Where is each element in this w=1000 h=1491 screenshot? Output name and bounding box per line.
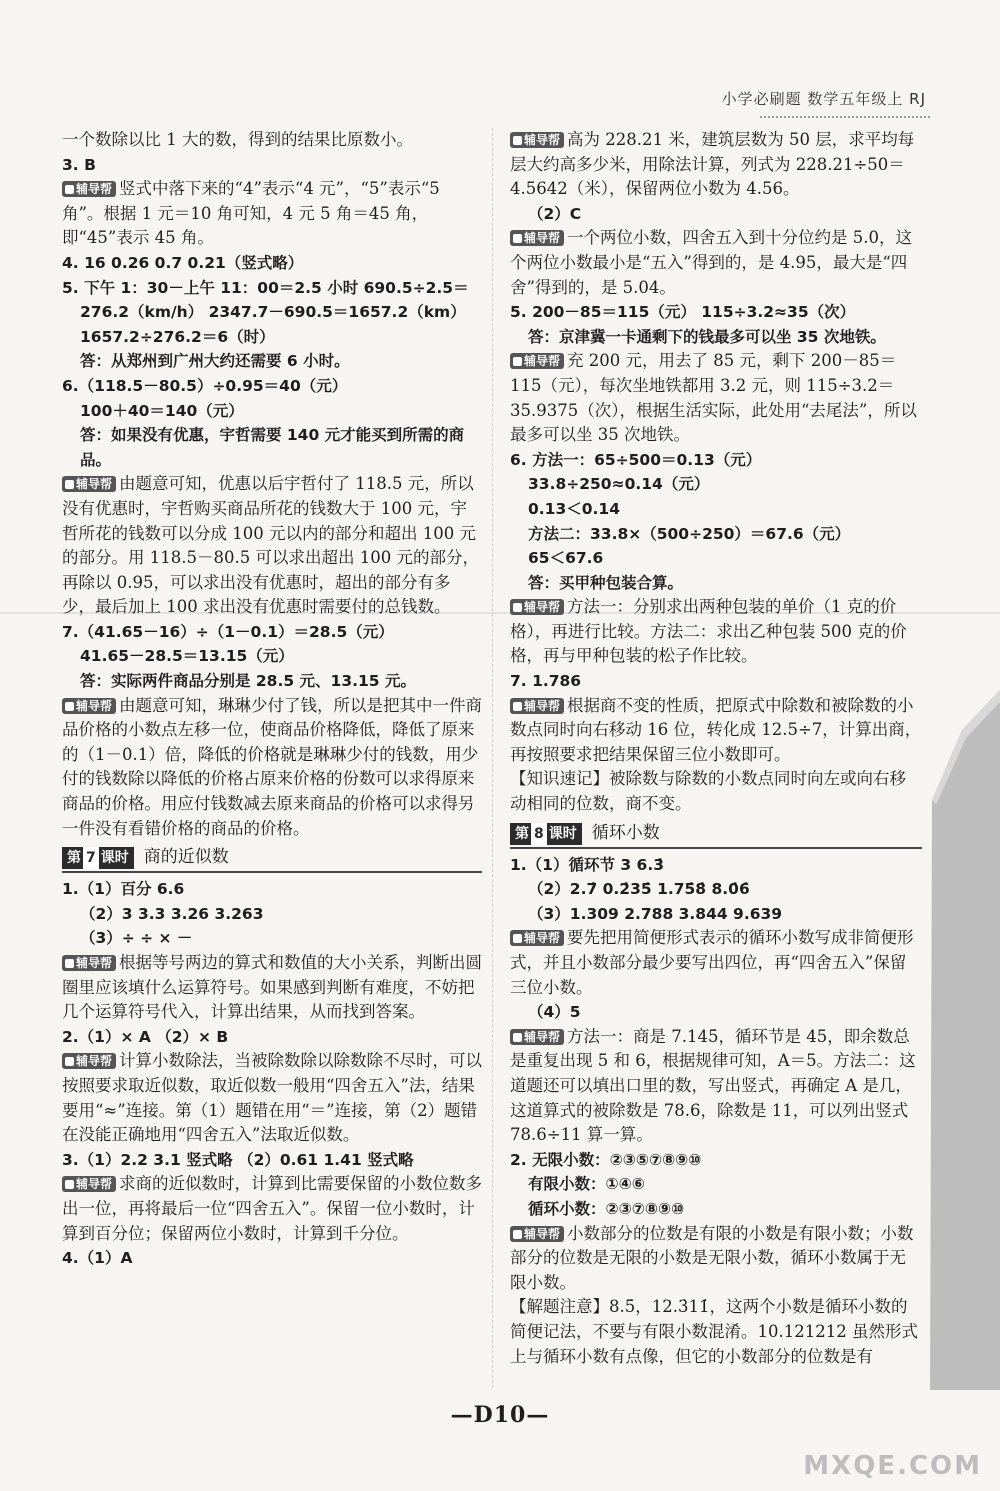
- tutor-tag: [510, 599, 564, 615]
- text-paragraph: 【解题注意】8.5̇，12.3̇11̇，这两个小数是循环小数的简便记法，不要与有限小数混淆。10.121212 虽然形式上与循环小数有点像，但它的小数部分的位数是有: [510, 1297, 918, 1366]
- book-icon: [513, 603, 522, 612]
- tutor-note: [62, 472, 482, 620]
- tutor-tag: [510, 1226, 564, 1242]
- tutor-tag: [510, 353, 564, 369]
- side-decoration: [922, 690, 1000, 1390]
- tutor-note-text: 一个两位小数，四舍五入到十分位约是 5.0，这个两位小数最小是“五入”得到的，是 4.95，最大是“四舍”得到的，是 5.04。: [510, 228, 913, 297]
- answer-line: 33.8÷250≈0.14（元）: [528, 475, 710, 494]
- answer-line: 2. 无限小数：②③⑤⑦⑧⑨⑩: [510, 1150, 702, 1169]
- tutor-tag-label: 辅导帮: [524, 354, 561, 369]
- tutor-tag-label: 辅导帮: [76, 956, 113, 970]
- tutor-tag-label: 辅导帮: [76, 477, 113, 492]
- answer-line: （2）2.7̇ 0.2̇35̇ 1.75̇8̇ 8.0̇6̇: [528, 880, 750, 899]
- tutor-note: [62, 1172, 482, 1246]
- book-icon: [513, 357, 522, 366]
- answer-line: 答：买甲种包装合算。: [528, 573, 684, 592]
- tutor-tag: [62, 476, 116, 492]
- tutor-note: [510, 1222, 922, 1296]
- tutor-tag: [62, 181, 116, 197]
- tutor-tag: [510, 132, 564, 148]
- answer-line: 1657.2÷276.2＝6（时）: [80, 327, 275, 346]
- answer-line: 7. 1.786: [510, 672, 582, 691]
- book-icon: [65, 185, 74, 194]
- lesson-heading: [510, 821, 922, 849]
- tutor-note-text: 由题意可知，琳琳少付了钱，所以是把其中一件商品价格的小数点左移一位，使商品价格降低，降低了原来的（1－0.1）倍，降低的价格就是琳琳少付的钱数，用少付的钱数除以降低的价格占原来价格的份数可以求得原来商品的价格。用应付钱数减去原来商品的价格可以求得另一件没有看错价格的商品的价格。: [62, 695, 483, 838]
- book-icon: [513, 1230, 522, 1239]
- right-column: [510, 128, 922, 1369]
- tutor-tag: [62, 955, 116, 971]
- tutor-tag-label: 辅导帮: [524, 931, 561, 946]
- lesson-number: 7: [83, 847, 99, 869]
- tutor-note: [510, 349, 922, 447]
- tutor-note: [62, 177, 482, 251]
- tutor-note-text: 高为 228.21 米，建筑层数为 50 层，求平均每层大约高多少米，用除法计算，列式为 228.21÷50＝4.5642（米），保留两位小数为 4.56。: [510, 130, 915, 199]
- tutor-note-text: 计算小数除法，当被除数除以除数除不尽时，可以按照要求取近似数，取近似数一般用“四舍五入”法，结果要用“≈”连接。第（1）题错在用“＝”连接，第（2）题错在没能正确地用“四舍五入”法取近似数。: [62, 1051, 483, 1145]
- tutor-tag: [62, 1176, 116, 1192]
- tutor-tag: [510, 1029, 564, 1045]
- answer-line: 3. B: [62, 155, 96, 174]
- tutor-note: [62, 951, 482, 1025]
- lesson-badge: 第 8 课时: [510, 823, 582, 845]
- tutor-tag: [62, 698, 116, 714]
- book-icon: [65, 1057, 74, 1066]
- tutor-note-text: 要先把用简便形式表示的循环小数写成非简便形式，并且小数部分最少要写出四位，再“四舍五入”保留三位小数。: [510, 928, 914, 997]
- page-number: —D10—: [450, 1402, 550, 1428]
- answer-line: 100＋40＝140（元）: [80, 401, 244, 420]
- tutor-tag-label: 辅导帮: [524, 1226, 561, 1241]
- answer-line: 4.（1）A: [62, 1249, 133, 1268]
- header-dotted-rule: [760, 116, 930, 118]
- tutor-note-text: 求商的近似数时，计算到比需要保留的小数位数多出一位，再将最后一位“四舍五入”。保留一位小数时，计算到百分位；保留两位小数时，计算到千分位。: [62, 1174, 483, 1243]
- answer-line: 答：从郑州到广州大约还需要 6 小时。: [80, 352, 350, 371]
- book-icon: [65, 702, 74, 711]
- tutor-note: [510, 694, 922, 768]
- tutor-note: [510, 595, 922, 669]
- answer-line: 2.（1）× A （2）× B: [62, 1027, 229, 1046]
- tutor-note: [510, 226, 922, 300]
- book-icon: [513, 934, 522, 943]
- answer-line: 7.（41.65－16）÷（1－0.1）＝28.5（元）: [62, 622, 394, 641]
- left-column: [62, 128, 482, 1271]
- book-icon: [65, 959, 74, 968]
- book-icon: [513, 1033, 522, 1042]
- answer-line: 答：实际两件商品分别是 28.5 元、13.15 元。: [80, 672, 416, 691]
- answer-line: 41.65－28.5＝13.15（元）: [80, 647, 294, 666]
- tutor-tag-label: 辅导帮: [76, 182, 113, 197]
- answer-line: （3）÷ ÷ × －: [80, 929, 193, 948]
- answer-line: （4）5: [528, 1003, 581, 1022]
- tutor-note-text: 小数部分的位数是有限的小数是有限小数；小数部分的位数是无限的小数是无限小数，循环小数属于无限小数。: [510, 1223, 914, 1292]
- tutor-tag-label: 辅导帮: [76, 1054, 113, 1069]
- tutor-note-text: 方法一：分别求出两种包装的单价（1 克的价格），再进行比较。方法二：求出乙种包装 500 克的价格，再与甲种包装的松子作比较。: [510, 597, 907, 666]
- tutor-tag-label: 辅导帮: [76, 1177, 113, 1192]
- text-paragraph: 【知识速记】被除数与除数的小数点同时向左或向右移动相同的位数，商不变。: [510, 769, 906, 814]
- answer-line: 0.13＜0.14: [528, 499, 620, 518]
- answer-line: 答：京津冀一卡通剩下的钱最多可以坐 35 次地铁。: [528, 327, 886, 346]
- tutor-note-text: 根据商不变的性质，把原式中除数和被除数的小数点同时向右移动 16 位，转化成 12.5÷7，计算出商，再按照要求把结果保留三位小数即可。: [510, 695, 922, 764]
- lesson-title: 商的近似数: [143, 847, 229, 868]
- tutor-note: [510, 1025, 922, 1148]
- answer-line: 1.（1）百分 6.6: [62, 880, 185, 899]
- book-icon: [65, 1180, 74, 1189]
- tutor-tag-label: 辅导帮: [524, 231, 561, 246]
- tutor-note-text: 由题意可知，优惠以后宇哲付了 118.5 元，所以没有优惠时，宇哲购买商品所花的钱数大于 100 元，宇哲所花的钱数可以分成 100 元以内的部分和超出 100 元的部分。用 118.5－80.5 可以求出超出 100 元的部分，再除以 0.95，可以求出没有优惠时，超出的部分有多少，最后加上 100 求出没有优惠时需要付的总钱数。: [62, 474, 479, 617]
- text-paragraph: 一个数除以比 1 大的数，得到的结果比原数小。: [62, 130, 413, 149]
- answer-line: 6. 方法一：65÷500＝0.13（元）: [510, 450, 762, 469]
- tutor-tag: [510, 230, 564, 246]
- lesson-heading: [62, 845, 482, 873]
- tutor-tag-label: 辅导帮: [76, 698, 113, 713]
- lesson-title: 循环小数: [591, 822, 660, 843]
- lesson-badge: 第 7 课时: [62, 847, 134, 869]
- answer-line: 方法二：33.8×（500÷250）＝67.6（元）: [528, 524, 851, 543]
- book-icon: [513, 702, 522, 711]
- tutor-note-text: 方法一：商是 7.145̇，循环节是 45，即余数总是重复出现 5 和 6，根据规律可知，A＝5。方法二：这道题还可以填出口里的数，写出竖式，再确定 A 是几，这道算式的被除数是 78.6，除数是 11，可以列出竖式 78.6÷11 算一算。: [510, 1026, 916, 1145]
- book-icon: [65, 480, 74, 489]
- tutor-tag: [62, 1053, 116, 1069]
- tutor-note-text: 根据等号两边的算式和数值的大小关系，判断出圆圈里应该填什么运算符号。如果感到判断有难度，不妨把几个运算符号代入，计算出结果，从而找到答案。: [62, 953, 483, 1022]
- answer-line: 3.（1）2.2 3.1 竖式略 （2）0.61 1.41 竖式略: [62, 1150, 414, 1169]
- tutor-note-text: 充 200 元，用去了 85 元，剩下 200－85＝115（元），每次坐地铁都用 3.2 元，则 115÷3.2＝35.9375（次），根据生活实际，此处用“去尾法”，所以最多可以坐 35 次地铁。: [510, 351, 917, 445]
- answer-line: 65＜67.6: [528, 549, 604, 568]
- tutor-tag: [510, 930, 564, 946]
- answer-line: 答：如果没有优惠，宇哲需要 140 元才能买到所需的商品。: [80, 426, 465, 469]
- answer-line: 1.（1）循环节 3 6.3̇: [510, 855, 664, 874]
- answer-line: 276.2（km/h） 2347.7－690.5＝1657.2（km）: [80, 303, 466, 322]
- tutor-tag: [510, 698, 564, 714]
- answer-line: （2）3 3.3 3.26 3.263: [80, 904, 264, 923]
- page-header: 小学必刷题 数学五年级上 RJ: [721, 90, 926, 108]
- answer-line: （3）1.309 2.788 3.844 9.639: [528, 904, 783, 923]
- answer-line: 6.（118.5－80.5）÷0.95＝40（元）: [62, 376, 348, 395]
- tutor-tag-label: 辅导帮: [524, 600, 561, 615]
- column-divider: [492, 128, 493, 1388]
- tutor-tag-label: 辅导帮: [524, 698, 561, 713]
- answer-line: 循环小数：②③⑦⑧⑨⑩: [528, 1199, 685, 1218]
- answer-line: 有限小数：①④⑥: [528, 1175, 645, 1194]
- tutor-note: [510, 128, 922, 202]
- tutor-tag-label: 辅导帮: [524, 1029, 561, 1044]
- tutor-note: [510, 926, 922, 1000]
- tutor-note-text: 竖式中落下来的“4”表示“4 元”，“5”表示“5 角”。根据 1 元＝10 角可知，4 元 5 角＝45 角，即“45”表示 45 角。: [62, 179, 440, 248]
- tutor-tag-label: 辅导帮: [524, 133, 561, 147]
- lesson-number: 8: [531, 823, 547, 845]
- tutor-note: [62, 694, 482, 842]
- watermark-text: MXQE.COM: [803, 1451, 982, 1481]
- tutor-note: [62, 1049, 482, 1147]
- book-icon: [513, 136, 522, 145]
- answer-line: 5. 下午 1：30－上午 11：00＝2.5 小时 690.5÷2.5＝: [62, 278, 469, 297]
- answer-line: 5. 200－85＝115（元） 115÷3.2≈35（次）: [510, 303, 856, 322]
- answer-line: 4. 16 0.26 0.7 0.21（竖式略）: [62, 253, 304, 272]
- book-icon: [513, 234, 522, 243]
- answer-line: （2）C: [528, 204, 582, 223]
